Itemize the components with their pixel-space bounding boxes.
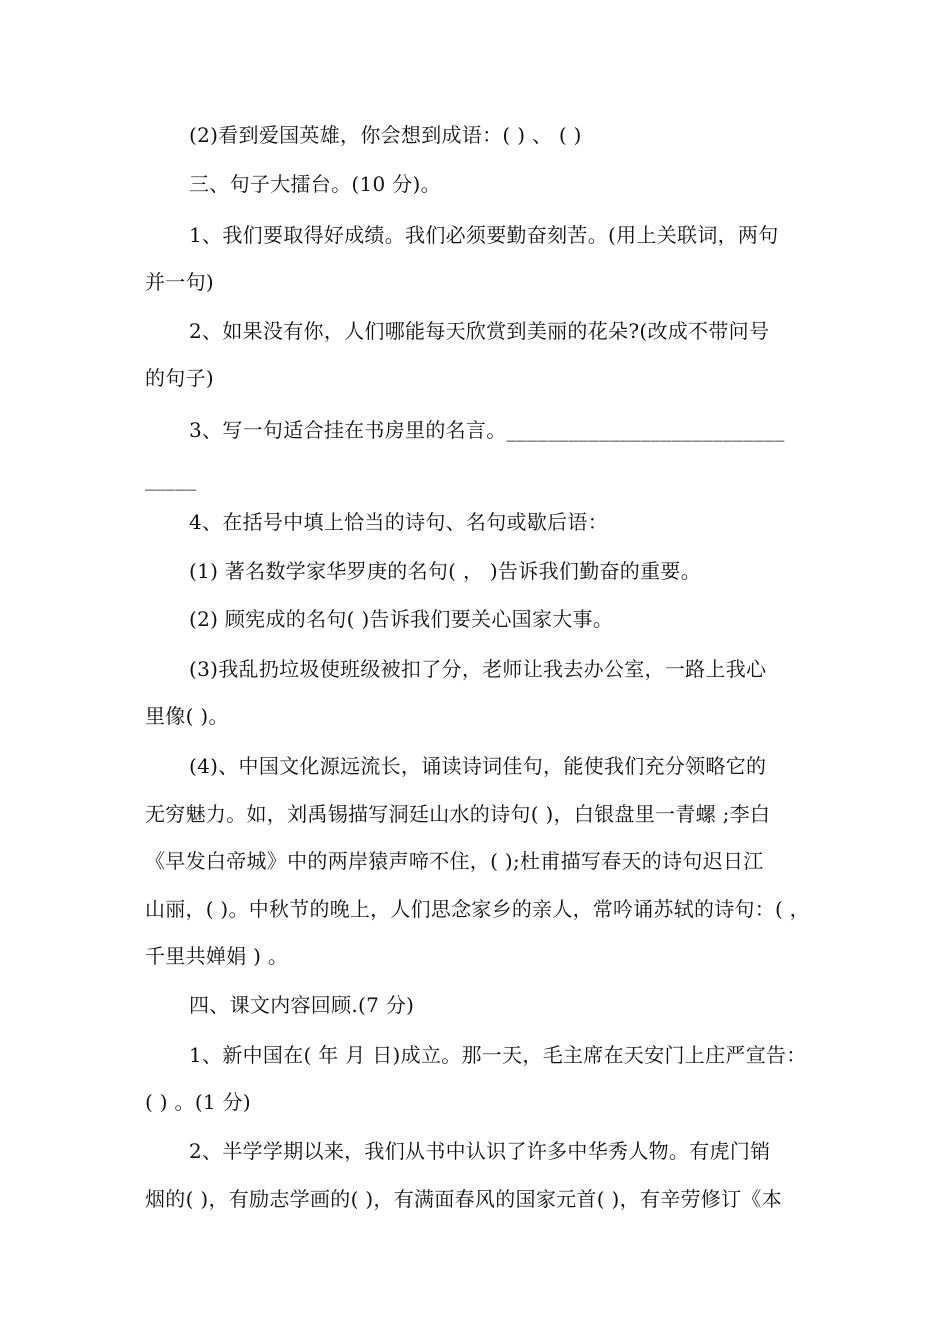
text-line: (1) 著名数学家华罗庚的名句( ， )告诉我们勤奋的重要。	[189, 559, 702, 583]
text-line: 里像( )。	[145, 704, 229, 728]
text-line: 2、半学学期以来，我们从书中认识了许多中华秀人物。有虎门销	[189, 1139, 771, 1163]
text-line: 4、在括号中填上恰当的诗句、名句或歇后语：	[189, 510, 609, 534]
text-line: 1、我们要取得好成绩。我们必须要勤奋刻苦。(用上关联词，两句	[189, 223, 779, 247]
text-line: (2) 顾宪成的名句( )告诉我们要关心国家大事。	[189, 607, 614, 631]
text-line: 2、如果没有你，人们哪能每天欣赏到美丽的花朵?(改成不带问号	[189, 319, 770, 343]
text-line: 3、写一句适合挂在书房里的名言。___________________________	[189, 418, 785, 442]
text-line: (2)看到爱国英雄，你会想到成语：( ) 、 ( )	[189, 123, 582, 147]
text-line: (4)、中国文化源远流长，诵读诗词佳句，能使我们充分领略它的	[189, 754, 767, 778]
text-line: 无穷魅力。如，刘禹锡描写洞廷山水的诗句( )，白银盘里一青螺 ;李白	[145, 802, 771, 826]
text-line: 烟的( )，有励志学画的( )，有满面春风的国家元首( )，有辛劳修订《本	[145, 1187, 782, 1211]
text-line: (3)我乱扔垃圾使班级被扣了分，老师让我去办公室，一路上我心	[189, 657, 767, 681]
text-line: _____	[145, 467, 197, 491]
text-line: 《早发白帝城》中的两岸猿声啼不住，( );杜甫描写春天的诗句迟日江	[145, 849, 764, 873]
text-line: 并一句)	[145, 270, 215, 294]
text-line: 1、新中国在( 年 月 日)成立。那一天，毛主席在天安门上庄严宣告：	[189, 1043, 807, 1067]
text-line: 千里共婵娟 ) 。	[145, 944, 289, 968]
section-heading: 三、句子大擂台。(10 分)。	[189, 172, 441, 196]
text-line: 山丽，( )。中秋节的晚上，人们思念家乡的亲人，常吟诵苏轼的诗句：( ，	[145, 897, 810, 921]
text-line: ( ) 。(1 分)	[145, 1090, 252, 1114]
text-line: 的句子)	[145, 366, 215, 390]
section-heading: 四、课文内容回顾.(7 分)	[189, 993, 415, 1017]
